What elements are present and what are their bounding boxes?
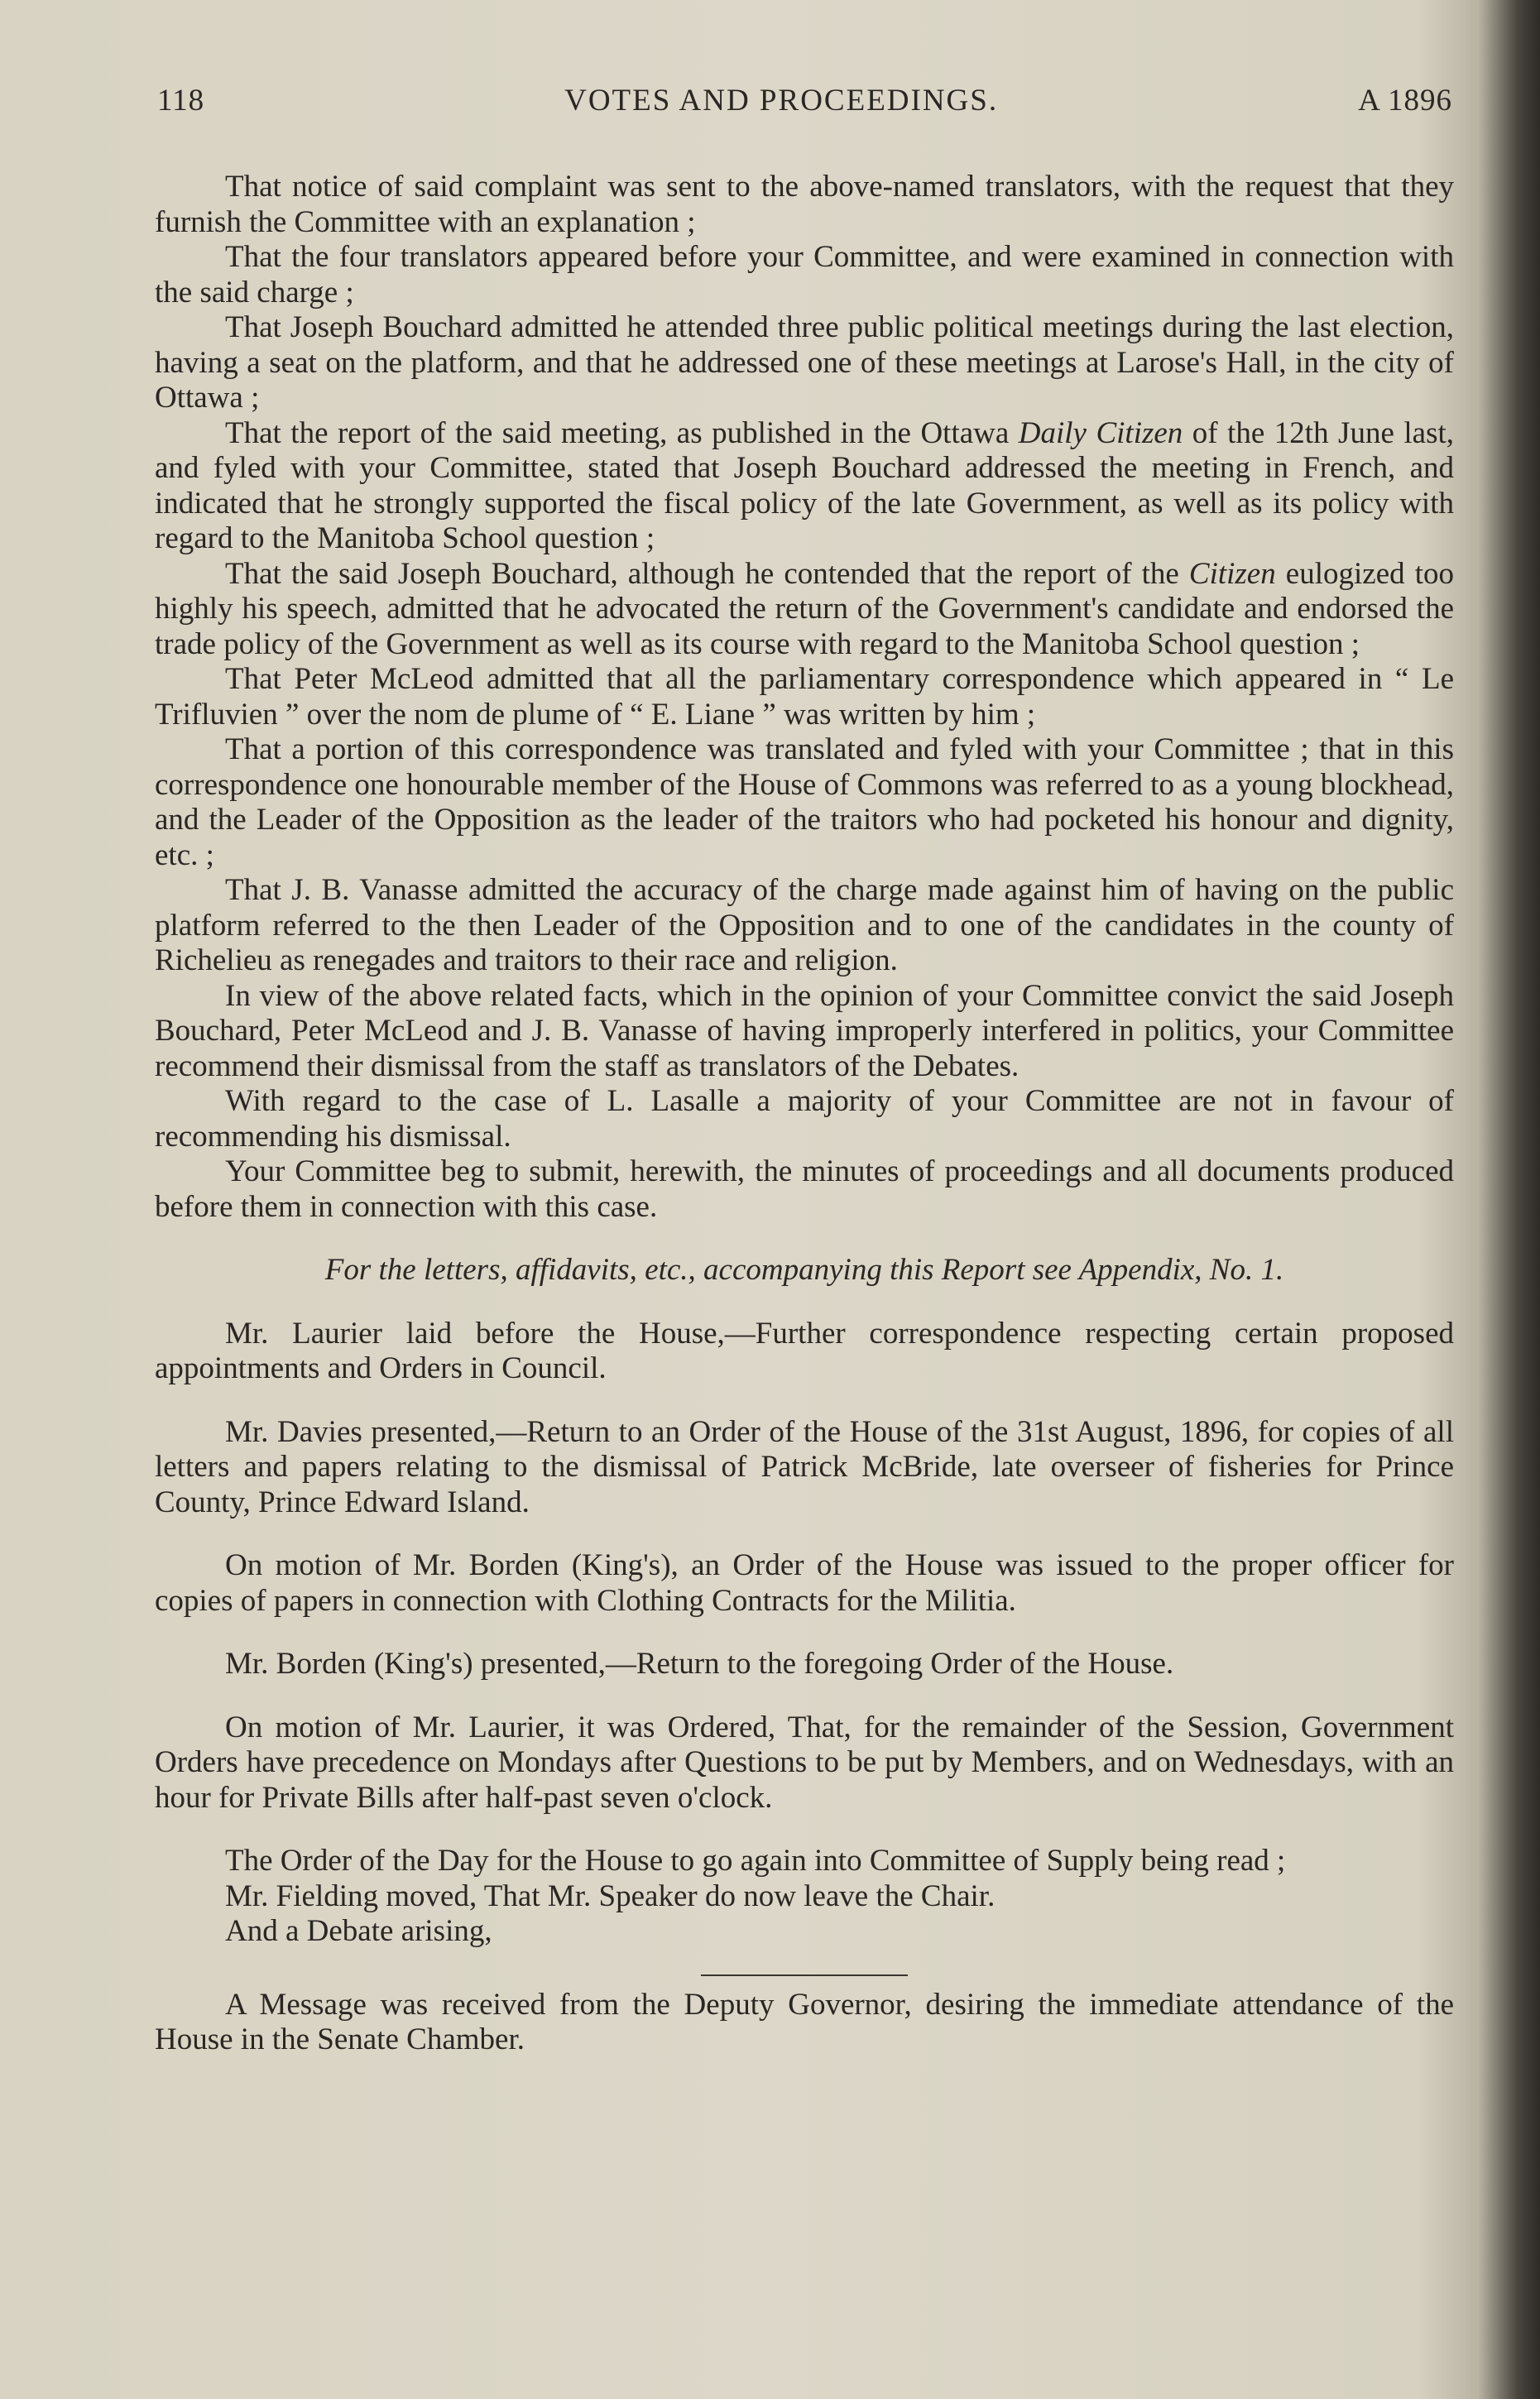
supply-paragraph: And a Debate arising, xyxy=(225,1914,492,1948)
newspaper-name: Citizen xyxy=(1188,556,1276,591)
page-header xyxy=(157,83,1452,118)
section-rule xyxy=(701,1974,908,1976)
proceeding-paragraph: Mr. Borden (King's) presented,—Return to the foregoing Order of the House. xyxy=(225,1647,1174,1681)
text-run: That the said Joseph Bouchard, although he contended that the report of the xyxy=(225,556,1189,591)
report-paragraph: That notice of said complaint was sent to the above-named translators, with the request that they furnish the Committee with an explanation ; xyxy=(155,170,1454,239)
supply-paragraph: Mr. Fielding moved, That Mr. Speaker do now leave the Chair. xyxy=(225,1878,995,1913)
session-year: A 1896 xyxy=(1358,84,1452,118)
newspaper-name: Daily Citizen xyxy=(1018,415,1183,450)
report-paragraph: In view of the above related facts, which in the opinion of your Committee convict the said Joseph Bouchard, Peter McLeod and J. B. Vanasse of having improperly interfered in politics, your Committee recommend their dismissal from the staff as translators of the Debates. xyxy=(155,978,1454,1083)
proceeding-paragraph: Mr. Laurier laid before the House,—Further correspondence respecting certain proposed appointments and Orders in Council. xyxy=(155,1316,1454,1385)
proceeding-paragraph: On motion of Mr. Borden (King's), an Order of the House was issued to the proper officer for copies of papers in connection with Clothing Contracts for the Militia. xyxy=(155,1548,1454,1618)
report-paragraph: That J. B. Vanasse admitted the accuracy of the charge made against him of having on the public platform referred to the then Leader of the Opposition and to one of the candidates in the county of Richelieu as renegades and traitors to their race and religion. xyxy=(155,873,1454,977)
report-paragraph: With regard to the case of L. Lasalle a majority of your Committee are not in favour of recommending his dismissal. xyxy=(155,1084,1454,1154)
message-paragraph: A Message was received from the Deputy Governor, desiring the immediate attendance of the House in the Senate Chamber. xyxy=(155,1987,1454,2056)
text-run: That the report of the said meeting, as published in the Ottawa xyxy=(225,415,1019,450)
running-title: VOTES AND PROCEEDINGS. xyxy=(564,84,999,118)
proceeding-paragraph: On motion of Mr. Laurier, it was Ordered, That, for the remainder of the Session, Government Orders have precedence on Mondays after Questions to be put by Members, and on Wednesdays, with an hour for Private Bills after half-past seven o'clock. xyxy=(155,1710,1454,1815)
report-paragraph: That Peter McLeod admitted that all the parliamentary correspondence which appeared in “ Le Trifluvien ” over the nom de plume of “ E. Liane ” was written by him ; xyxy=(155,662,1454,732)
text-run: eulogized too highly his speech, admitted that he advocated the return of the Government's candidate and endorsed the trade policy of the Government as well as its course with regard to the Manitoba School question ; xyxy=(155,556,1454,661)
report-paragraph: That a portion of this correspondence was translated and fyled with your Committee ; that in this correspondence one honourable member of the House of Commons was referred to as a young blockhead, and the Leader of the Opposition as the leader of the traitors who had pocketed his honour and dignity, etc. ; xyxy=(155,732,1454,872)
appendix-note: For the letters, affidavits, etc., accompanying this Report see Appendix, No. 1. xyxy=(324,1253,1284,1287)
report-paragraph: That the four translators appeared before your Committee, and were examined in connection with the said charge ; xyxy=(155,240,1454,309)
text-run: of the 12th June last, and fyled with your Committee, stated that Joseph Bouchard addressed the meeting in French, and indicated that he strongly supported the fiscal policy of the late Government, as well as its policy with regard to the Manitoba School question ; xyxy=(155,415,1454,555)
page-number: 118 xyxy=(157,84,205,118)
report-paragraph xyxy=(155,416,1454,557)
report-paragraph xyxy=(155,557,1454,663)
supply-paragraph: The Order of the Day for the House to go again into Committee of Supply being read ; xyxy=(225,1844,1286,1878)
proceeding-paragraph: Mr. Davies presented,—Return to an Order of the House of the 31st August, 1896, for copies of all letters and papers relating to the dismissal of Patrick McBride, late overseer of fisheries for Prince County, Prince Edward Island. xyxy=(155,1414,1454,1519)
report-paragraph: Your Committee beg to submit, herewith, the minutes of proceedings and all documents produced before them in connection with this case. xyxy=(155,1154,1454,1224)
report-paragraph: That Joseph Bouchard admitted he attended three public political meetings during the last election, having a seat on the platform, and that he addressed one of these meetings at Larose's Hall, in the city of Ottawa ; xyxy=(155,310,1454,415)
page-body xyxy=(155,170,1454,2058)
